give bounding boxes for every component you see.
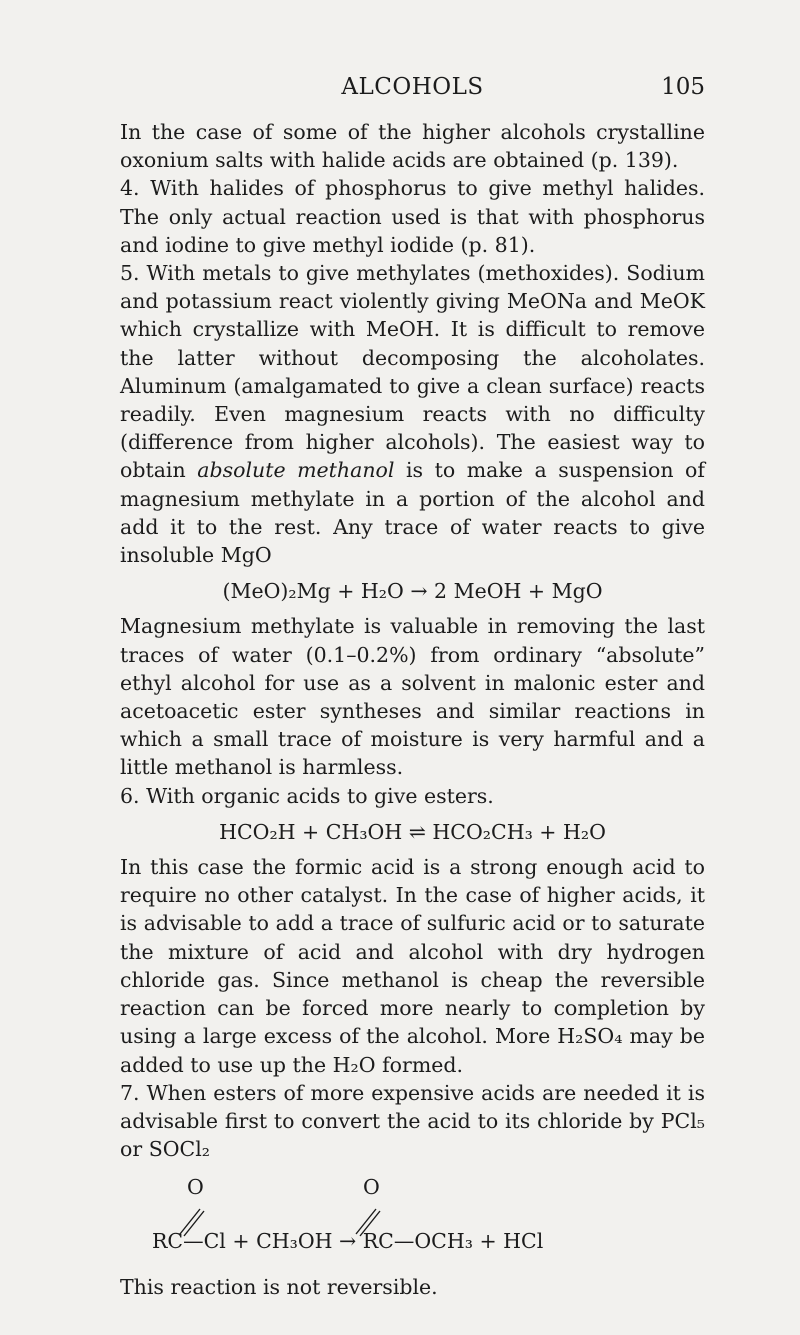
paragraph-formic-text-c: formed. xyxy=(382,1052,464,1077)
formula-socl2: SOCl₂ xyxy=(148,1137,210,1162)
acid-chloride-equation: RC—Cl + CH₃OH → RC—OCH₃ + HCl xyxy=(152,1229,544,1254)
paragraph-item-7 xyxy=(120,1079,705,1164)
paragraph-formic-text-b: may be added to use up the xyxy=(120,1024,705,1077)
paragraph-item-7-text: 7. When esters of more expensive acids are needed it is advisable first to convert the acid to its chloride by xyxy=(120,1080,705,1133)
paragraph-oxonium: In the case of some of the higher alcohols crystalline oxonium salts with halide acids are obtained (p. 139). xyxy=(120,120,705,173)
paragraph-item-7-or: or xyxy=(120,1137,143,1162)
paragraph-item-4: 4. With halides of phosphorus to give methyl halides. The only actual reaction used is that with phosphorus and iodine to give methyl iodide (p. 81). xyxy=(120,176,705,257)
page-number: 105 xyxy=(661,74,705,100)
paragraph-item-6: 6. With organic acids to give esters. xyxy=(120,783,494,808)
paragraph-item-5-text-b: is to make a suspension of magnesium methylate in a portion of the alcohol and add it to the rest. Any trace of water reacts to give insoluble MgO xyxy=(120,458,705,568)
equation-magnesium-methylate: (MeO)₂Mg + H₂O → 2 MeOH + MgO xyxy=(222,579,603,604)
equation-esterification: HCO₂H + CH₃OH ⇌ HCO₂CH₃ + H₂O xyxy=(219,819,606,844)
page-header xyxy=(120,74,705,114)
paragraph-magnesium-methylate: Magnesium methylate is valuable in removing the last traces of water (0.1–0.2%) from ordinary “absolute” ethyl alcohol for use as a solvent in malonic ester and acetoacetic ester syntheses and similar reactions in which a small trace of moisture is very harmful and a little methanol is harmless. xyxy=(120,614,705,780)
acid-chloride-reaction-scheme xyxy=(120,1169,705,1267)
oxygen-label-1: O xyxy=(187,1175,204,1200)
paragraph-item-5-text-a: 5. With metals to give methylates (methoxides). Sodium and potassium react violently giving MeONa and MeOK which crystallize with MeOH. It is difficult to remove the latter without decomposing the alcoholates. Aluminum (amalgamated to give a clean surface) reacts readily. Even magnesium reacts with no difficulty (difference from higher alcohols). The easiest way to obtain xyxy=(120,261,705,483)
running-title: ALCOHOLS xyxy=(341,74,484,100)
paragraph-item-5 xyxy=(120,259,705,569)
paragraph-formic-acid xyxy=(120,853,705,1079)
italic-term: absolute methanol xyxy=(197,458,395,483)
paragraph-not-reversible: This reaction is not reversible. xyxy=(120,1275,438,1300)
paragraph-formic-text-a: In this case the formic acid is a strong enough acid to require no other catalyst. In the case of higher acids, it is advisable to add a trace of sulfuric acid or to saturate the mixture of acid and alcohol with dry hydrogen chloride gas. Since methanol is cheap the reversible reaction can be forced more nearly to completion by using a large excess of the alcohol. More xyxy=(120,855,705,1049)
formula-h2o: H₂O xyxy=(332,1052,376,1077)
formula-h2so4: H₂SO₄ xyxy=(557,1024,623,1049)
page-body xyxy=(120,118,705,1302)
oxygen-label-2: O xyxy=(363,1175,380,1200)
formula-pcl5: PCl₅ xyxy=(660,1108,705,1133)
